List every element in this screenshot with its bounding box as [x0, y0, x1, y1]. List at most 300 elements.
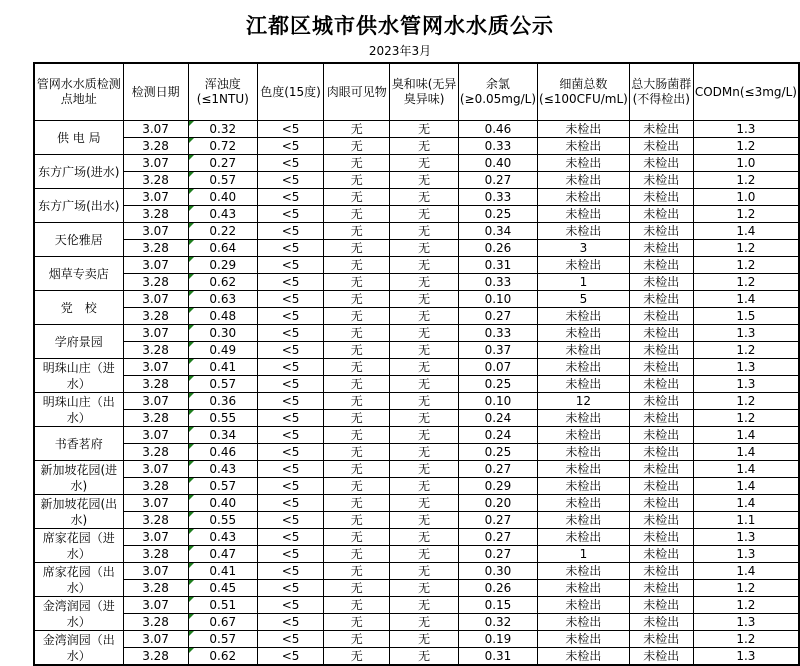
date-cell: 3.28	[123, 308, 188, 325]
coliform-cell: 未检出	[629, 291, 693, 308]
bacteria-count-cell: 未检出	[538, 461, 630, 478]
location-cell: 东方广场(出水)	[34, 189, 123, 223]
bacteria-count-cell: 未检出	[538, 223, 630, 240]
date-cell: 3.07	[123, 495, 188, 512]
date-cell: 3.28	[123, 138, 188, 155]
odor-cell: 无	[390, 529, 459, 546]
text-format-flag-icon	[189, 614, 194, 619]
chroma-cell: <5	[257, 580, 323, 597]
codmn-cell: 1.2	[693, 631, 799, 648]
chroma-cell: <5	[257, 444, 323, 461]
odor-cell: 无	[390, 376, 459, 393]
date-cell: 3.07	[123, 223, 188, 240]
odor-cell: 无	[390, 172, 459, 189]
codmn-cell: 1.2	[693, 342, 799, 359]
coliform-cell: 未检出	[629, 325, 693, 342]
table-row	[34, 223, 799, 240]
odor-cell: 无	[390, 427, 459, 444]
text-format-flag-icon	[189, 189, 194, 194]
residual-chlorine-cell: 0.32	[458, 614, 537, 631]
text-format-flag-icon	[189, 342, 194, 347]
residual-chlorine-cell: 0.40	[458, 155, 537, 172]
residual-chlorine-cell: 0.37	[458, 342, 537, 359]
odor-cell: 无	[390, 342, 459, 359]
table-row	[34, 206, 799, 223]
coliform-cell: 未检出	[629, 274, 693, 291]
turbidity-cell: 0.57	[188, 172, 257, 189]
col-header-date: 检测日期	[123, 63, 188, 121]
visible-matter-cell: 无	[324, 206, 390, 223]
coliform-cell: 未检出	[629, 444, 693, 461]
location-cell: 新加坡花园(进水)	[34, 461, 123, 495]
chroma-cell: <5	[257, 291, 323, 308]
odor-cell: 无	[390, 512, 459, 529]
location-cell: 金湾润园（出水）	[34, 631, 123, 666]
chroma-cell: <5	[257, 342, 323, 359]
coliform-cell: 未检出	[629, 240, 693, 257]
coliform-cell: 未检出	[629, 342, 693, 359]
coliform-cell: 未检出	[629, 206, 693, 223]
codmn-cell: 1.2	[693, 580, 799, 597]
location-cell: 金湾润园（进水）	[34, 597, 123, 631]
turbidity-cell: 0.34	[188, 427, 257, 444]
visible-matter-cell: 无	[324, 580, 390, 597]
text-format-flag-icon	[189, 274, 194, 279]
turbidity-cell: 0.47	[188, 546, 257, 563]
residual-chlorine-cell: 0.10	[458, 291, 537, 308]
coliform-cell: 未检出	[629, 580, 693, 597]
residual-chlorine-cell: 0.26	[458, 580, 537, 597]
bacteria-count-cell: 未检出	[538, 376, 630, 393]
bacteria-count-cell: 12	[538, 393, 630, 410]
table-body	[34, 121, 799, 666]
codmn-cell: 1.2	[693, 138, 799, 155]
table-row	[34, 291, 799, 308]
table-row	[34, 529, 799, 546]
odor-cell: 无	[390, 580, 459, 597]
odor-cell: 无	[390, 597, 459, 614]
bacteria-count-cell: 未检出	[538, 121, 630, 138]
date-cell: 3.28	[123, 274, 188, 291]
odor-cell: 无	[390, 189, 459, 206]
table-row	[34, 648, 799, 666]
visible-matter-cell: 无	[324, 614, 390, 631]
text-format-flag-icon	[189, 478, 194, 483]
visible-matter-cell: 无	[324, 546, 390, 563]
odor-cell: 无	[390, 393, 459, 410]
text-format-flag-icon	[189, 138, 194, 143]
date-cell: 3.07	[123, 631, 188, 648]
text-format-flag-icon	[189, 172, 194, 177]
text-format-flag-icon	[189, 648, 194, 653]
codmn-cell: 1.5	[693, 308, 799, 325]
text-format-flag-icon	[189, 393, 194, 398]
table-row	[34, 325, 799, 342]
table-row	[34, 308, 799, 325]
chroma-cell: <5	[257, 257, 323, 274]
coliform-cell: 未检出	[629, 478, 693, 495]
bacteria-count-cell: 未检出	[538, 308, 630, 325]
table-row	[34, 461, 799, 478]
date-cell: 3.07	[123, 597, 188, 614]
odor-cell: 无	[390, 121, 459, 138]
residual-chlorine-cell: 0.27	[458, 461, 537, 478]
coliform-cell: 未检出	[629, 512, 693, 529]
turbidity-cell: 0.49	[188, 342, 257, 359]
water-quality-table	[33, 62, 800, 666]
visible-matter-cell: 无	[324, 308, 390, 325]
chroma-cell: <5	[257, 189, 323, 206]
text-format-flag-icon	[189, 580, 194, 585]
codmn-cell: 1.2	[693, 240, 799, 257]
odor-cell: 无	[390, 563, 459, 580]
odor-cell: 无	[390, 631, 459, 648]
date-cell: 3.07	[123, 529, 188, 546]
bacteria-count-cell: 未检出	[538, 529, 630, 546]
report-month: 2023年3月	[368, 44, 432, 58]
date-cell: 3.28	[123, 240, 188, 257]
header-row	[34, 63, 799, 121]
bacteria-count-cell: 3	[538, 240, 630, 257]
table-row	[34, 546, 799, 563]
turbidity-cell: 0.57	[188, 478, 257, 495]
residual-chlorine-cell: 0.34	[458, 223, 537, 240]
date-cell: 3.07	[123, 155, 188, 172]
residual-chlorine-cell: 0.33	[458, 138, 537, 155]
col-header-bacteria-count: 细菌总数(≤100CFU/mL)	[538, 63, 630, 121]
turbidity-cell: 0.43	[188, 206, 257, 223]
text-format-flag-icon	[189, 512, 194, 517]
coliform-cell: 未检出	[629, 121, 693, 138]
turbidity-cell: 0.55	[188, 512, 257, 529]
turbidity-cell: 0.30	[188, 325, 257, 342]
coliform-cell: 未检出	[629, 631, 693, 648]
residual-chlorine-cell: 0.25	[458, 444, 537, 461]
codmn-cell: 1.3	[693, 648, 799, 666]
turbidity-cell: 0.64	[188, 240, 257, 257]
odor-cell: 无	[390, 274, 459, 291]
date-cell: 3.28	[123, 172, 188, 189]
table-row	[34, 478, 799, 495]
table-row	[34, 427, 799, 444]
coliform-cell: 未检出	[629, 308, 693, 325]
codmn-cell: 1.0	[693, 155, 799, 172]
bacteria-count-cell: 未检出	[538, 495, 630, 512]
residual-chlorine-cell: 0.07	[458, 359, 537, 376]
visible-matter-cell: 无	[324, 461, 390, 478]
table-row	[34, 393, 799, 410]
residual-chlorine-cell: 0.25	[458, 376, 537, 393]
table-row	[34, 257, 799, 274]
chroma-cell: <5	[257, 427, 323, 444]
codmn-cell: 1.0	[693, 189, 799, 206]
text-format-flag-icon	[189, 223, 194, 228]
residual-chlorine-cell: 0.33	[458, 325, 537, 342]
bacteria-count-cell: 未检出	[538, 614, 630, 631]
turbidity-cell: 0.41	[188, 563, 257, 580]
text-format-flag-icon	[189, 410, 194, 415]
table-row	[34, 631, 799, 648]
codmn-cell: 1.3	[693, 376, 799, 393]
text-format-flag-icon	[189, 563, 194, 568]
col-header-odor: 臭和味(无异臭异味)	[390, 63, 459, 121]
visible-matter-cell: 无	[324, 172, 390, 189]
visible-matter-cell: 无	[324, 495, 390, 512]
bacteria-count-cell: 未检出	[538, 427, 630, 444]
location-cell: 学府景园	[34, 325, 123, 359]
date-cell: 3.28	[123, 648, 188, 666]
table-row	[34, 410, 799, 427]
col-header-location: 管网水水质检测点地址	[34, 63, 123, 121]
coliform-cell: 未检出	[629, 257, 693, 274]
codmn-cell: 1.2	[693, 274, 799, 291]
turbidity-cell: 0.48	[188, 308, 257, 325]
chroma-cell: <5	[257, 478, 323, 495]
coliform-cell: 未检出	[629, 461, 693, 478]
coliform-cell: 未检出	[629, 138, 693, 155]
table-row	[34, 359, 799, 376]
odor-cell: 无	[390, 291, 459, 308]
bacteria-count-cell: 未检出	[538, 359, 630, 376]
date-cell: 3.07	[123, 393, 188, 410]
turbidity-cell: 0.22	[188, 223, 257, 240]
coliform-cell: 未检出	[629, 529, 693, 546]
odor-cell: 无	[390, 359, 459, 376]
chroma-cell: <5	[257, 223, 323, 240]
text-format-flag-icon	[189, 257, 194, 262]
date-cell: 3.07	[123, 325, 188, 342]
residual-chlorine-cell: 0.19	[458, 631, 537, 648]
table-row	[34, 138, 799, 155]
coliform-cell: 未检出	[629, 597, 693, 614]
coliform-cell: 未检出	[629, 223, 693, 240]
coliform-cell: 未检出	[629, 427, 693, 444]
visible-matter-cell: 无	[324, 631, 390, 648]
table-row	[34, 342, 799, 359]
col-header-coliform: 总大肠菌群(不得检出)	[629, 63, 693, 121]
date-cell: 3.28	[123, 580, 188, 597]
visible-matter-cell: 无	[324, 393, 390, 410]
col-header-codmn: CODMn(≤3mg/L)	[693, 63, 799, 121]
bacteria-count-cell: 1	[538, 546, 630, 563]
bacteria-count-cell: 未检出	[538, 410, 630, 427]
coliform-cell: 未检出	[629, 410, 693, 427]
odor-cell: 无	[390, 546, 459, 563]
text-format-flag-icon	[189, 291, 194, 296]
chroma-cell: <5	[257, 512, 323, 529]
table-row	[34, 189, 799, 206]
turbidity-cell: 0.55	[188, 410, 257, 427]
table-row	[34, 240, 799, 257]
col-header-chroma: 色度(15度)	[257, 63, 323, 121]
date-cell: 3.28	[123, 206, 188, 223]
bacteria-count-cell: 未检出	[538, 597, 630, 614]
residual-chlorine-cell: 0.24	[458, 427, 537, 444]
table-row	[34, 172, 799, 189]
text-format-flag-icon	[189, 495, 194, 500]
col-header-turbidity: 浑浊度(≤1NTU)	[188, 63, 257, 121]
odor-cell: 无	[390, 240, 459, 257]
coliform-cell: 未检出	[629, 189, 693, 206]
visible-matter-cell: 无	[324, 274, 390, 291]
location-cell: 烟草专卖店	[34, 257, 123, 291]
codmn-cell: 1.1	[693, 512, 799, 529]
chroma-cell: <5	[257, 172, 323, 189]
odor-cell: 无	[390, 155, 459, 172]
table-row	[34, 563, 799, 580]
text-format-flag-icon	[189, 240, 194, 245]
table-row	[34, 274, 799, 291]
chroma-cell: <5	[257, 410, 323, 427]
residual-chlorine-cell: 0.27	[458, 308, 537, 325]
codmn-cell: 1.2	[693, 172, 799, 189]
residual-chlorine-cell: 0.27	[458, 512, 537, 529]
bacteria-count-cell: 未检出	[538, 512, 630, 529]
date-cell: 3.28	[123, 342, 188, 359]
codmn-cell: 1.3	[693, 529, 799, 546]
chroma-cell: <5	[257, 308, 323, 325]
visible-matter-cell: 无	[324, 325, 390, 342]
visible-matter-cell: 无	[324, 121, 390, 138]
text-format-flag-icon	[189, 631, 194, 636]
turbidity-cell: 0.72	[188, 138, 257, 155]
location-cell: 明珠山庄（进水）	[34, 359, 123, 393]
turbidity-cell: 0.51	[188, 597, 257, 614]
coliform-cell: 未检出	[629, 614, 693, 631]
visible-matter-cell: 无	[324, 189, 390, 206]
codmn-cell: 1.3	[693, 359, 799, 376]
codmn-cell: 1.2	[693, 206, 799, 223]
odor-cell: 无	[390, 495, 459, 512]
codmn-cell: 1.4	[693, 495, 799, 512]
bacteria-count-cell: 未检出	[538, 580, 630, 597]
turbidity-cell: 0.32	[188, 121, 257, 138]
date-cell: 3.07	[123, 461, 188, 478]
odor-cell: 无	[390, 138, 459, 155]
odor-cell: 无	[390, 444, 459, 461]
codmn-cell: 1.4	[693, 427, 799, 444]
text-format-flag-icon	[189, 121, 194, 126]
turbidity-cell: 0.62	[188, 274, 257, 291]
codmn-cell: 1.2	[693, 410, 799, 427]
chroma-cell: <5	[257, 648, 323, 666]
bacteria-count-cell: 5	[538, 291, 630, 308]
visible-matter-cell: 无	[324, 155, 390, 172]
bacteria-count-cell: 未检出	[538, 342, 630, 359]
coliform-cell: 未检出	[629, 648, 693, 666]
visible-matter-cell: 无	[324, 478, 390, 495]
col-header-residual-chlorine: 余氯(≥0.05mg/L)	[458, 63, 537, 121]
chroma-cell: <5	[257, 546, 323, 563]
date-cell: 3.28	[123, 410, 188, 427]
visible-matter-cell: 无	[324, 342, 390, 359]
chroma-cell: <5	[257, 495, 323, 512]
codmn-cell: 1.3	[693, 121, 799, 138]
chroma-cell: <5	[257, 274, 323, 291]
date-cell: 3.07	[123, 189, 188, 206]
text-format-flag-icon	[189, 461, 194, 466]
date-cell: 3.07	[123, 121, 188, 138]
turbidity-cell: 0.36	[188, 393, 257, 410]
date-cell: 3.07	[123, 359, 188, 376]
odor-cell: 无	[390, 648, 459, 666]
codmn-cell: 1.4	[693, 563, 799, 580]
visible-matter-cell: 无	[324, 223, 390, 240]
turbidity-cell: 0.57	[188, 631, 257, 648]
visible-matter-cell: 无	[324, 257, 390, 274]
bacteria-count-cell: 未检出	[538, 189, 630, 206]
codmn-cell: 1.3	[693, 546, 799, 563]
turbidity-cell: 0.63	[188, 291, 257, 308]
visible-matter-cell: 无	[324, 291, 390, 308]
text-format-flag-icon	[189, 155, 194, 160]
bacteria-count-cell: 未检出	[538, 206, 630, 223]
coliform-cell: 未检出	[629, 563, 693, 580]
table-row	[34, 495, 799, 512]
bacteria-count-cell: 未检出	[538, 155, 630, 172]
residual-chlorine-cell: 0.31	[458, 648, 537, 666]
table-row	[34, 597, 799, 614]
bacteria-count-cell: 未检出	[538, 563, 630, 580]
visible-matter-cell: 无	[324, 529, 390, 546]
chroma-cell: <5	[257, 461, 323, 478]
text-format-flag-icon	[189, 206, 194, 211]
chroma-cell: <5	[257, 631, 323, 648]
codmn-cell: 1.4	[693, 291, 799, 308]
location-cell: 席家花园（出水）	[34, 563, 123, 597]
text-format-flag-icon	[189, 546, 194, 551]
turbidity-cell: 0.29	[188, 257, 257, 274]
coliform-cell: 未检出	[629, 172, 693, 189]
text-format-flag-icon	[189, 376, 194, 381]
visible-matter-cell: 无	[324, 138, 390, 155]
date-cell: 3.28	[123, 478, 188, 495]
odor-cell: 无	[390, 223, 459, 240]
chroma-cell: <5	[257, 206, 323, 223]
visible-matter-cell: 无	[324, 648, 390, 666]
residual-chlorine-cell: 0.20	[458, 495, 537, 512]
chroma-cell: <5	[257, 376, 323, 393]
visible-matter-cell: 无	[324, 376, 390, 393]
bacteria-count-cell: 未检出	[538, 648, 630, 666]
date-cell: 3.07	[123, 257, 188, 274]
codmn-cell: 1.4	[693, 478, 799, 495]
text-format-flag-icon	[189, 427, 194, 432]
residual-chlorine-cell: 0.27	[458, 172, 537, 189]
bacteria-count-cell: 1	[538, 274, 630, 291]
turbidity-cell: 0.41	[188, 359, 257, 376]
bacteria-count-cell: 未检出	[538, 172, 630, 189]
date-cell: 3.07	[123, 563, 188, 580]
residual-chlorine-cell: 0.29	[458, 478, 537, 495]
turbidity-cell: 0.43	[188, 461, 257, 478]
location-cell: 席家花园（进水）	[34, 529, 123, 563]
codmn-cell: 1.4	[693, 461, 799, 478]
bacteria-count-cell: 未检出	[538, 325, 630, 342]
chroma-cell: <5	[257, 393, 323, 410]
col-header-visible-matter: 肉眼可见物	[324, 63, 390, 121]
turbidity-cell: 0.40	[188, 495, 257, 512]
bacteria-count-cell: 未检出	[538, 138, 630, 155]
chroma-cell: <5	[257, 325, 323, 342]
coliform-cell: 未检出	[629, 359, 693, 376]
coliform-cell: 未检出	[629, 155, 693, 172]
turbidity-cell: 0.27	[188, 155, 257, 172]
date-cell: 3.28	[123, 546, 188, 563]
text-format-flag-icon	[189, 308, 194, 313]
table-row	[34, 580, 799, 597]
table-row	[34, 512, 799, 529]
